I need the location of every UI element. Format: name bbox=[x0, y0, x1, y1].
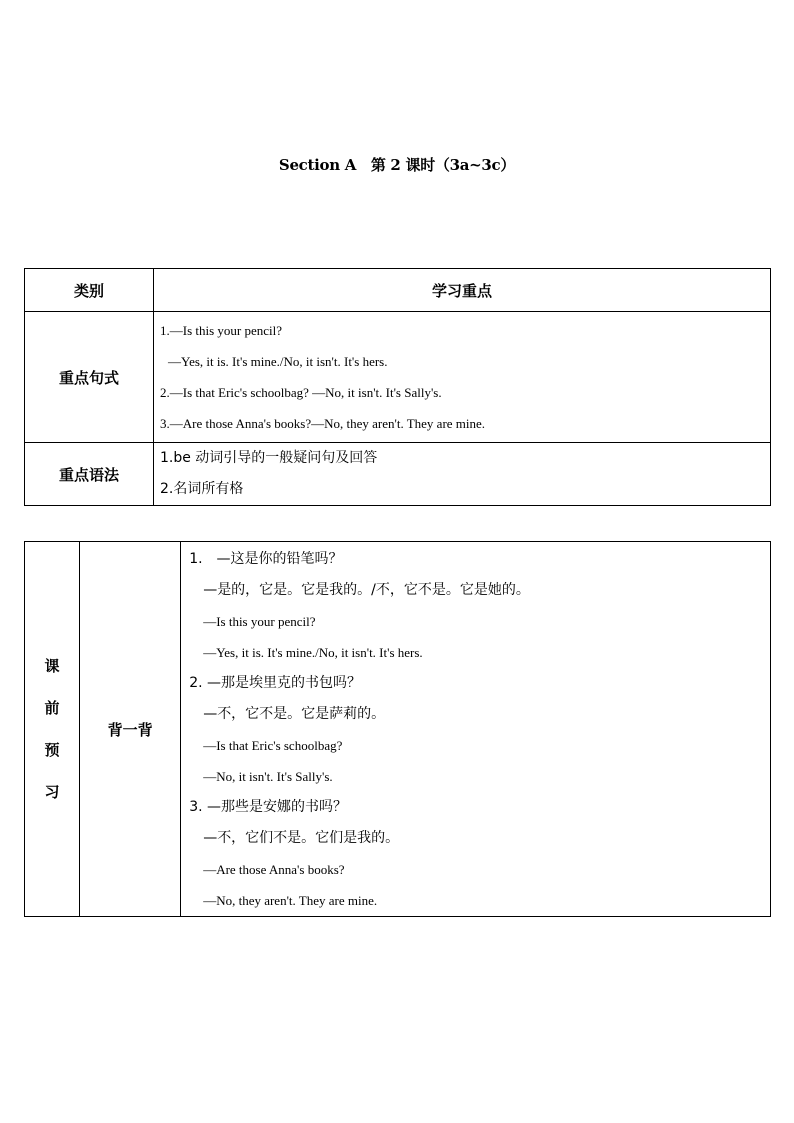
memorize-line: —No, they aren't. They are mine. bbox=[203, 893, 378, 908]
focus-line: 1.—Is this your pencil? bbox=[160, 323, 283, 338]
focus-line: 2.—Is that Eric's schoolbag? —No, it isn't. It's Sally's. bbox=[160, 385, 442, 400]
category-grammar: 重点语法 bbox=[25, 443, 154, 506]
focus-line: —Yes, it is. It's mine./No, it isn't. It's hers. bbox=[168, 354, 388, 369]
page-title: Section A 第 2 课时（3a~3c） bbox=[278, 156, 516, 174]
table-row bbox=[25, 542, 771, 917]
learning-focus-table bbox=[24, 268, 771, 506]
section-char: 课 bbox=[44, 657, 60, 675]
section-label-preview bbox=[25, 542, 80, 917]
memorize-line: —No, it isn't. It's Sally's. bbox=[203, 769, 333, 784]
preview-table bbox=[24, 541, 771, 917]
memorize-line: —Is that Eric's schoolbag? bbox=[203, 738, 343, 753]
memorize-line: —不，它们不是。它们是我的。 bbox=[203, 830, 400, 846]
memorize-content-cell bbox=[181, 542, 771, 917]
table-row bbox=[25, 443, 771, 506]
memorize-line: —不，它不是。它是萨莉的。 bbox=[203, 706, 386, 722]
header-focus: 学习重点 bbox=[154, 269, 771, 312]
memorize-line: 3. —那些是安娜的书吗？ bbox=[189, 799, 347, 815]
category-sentence-patterns: 重点句式 bbox=[25, 312, 154, 443]
section-char: 前 bbox=[44, 699, 60, 717]
grammar-cell bbox=[154, 443, 771, 506]
section-char: 预 bbox=[44, 741, 60, 759]
section-char: 习 bbox=[44, 783, 60, 801]
table-header-row bbox=[25, 269, 771, 312]
sentence-patterns-cell bbox=[154, 312, 771, 443]
grammar-line: 1.be 动词引导的一般疑问句及回答 bbox=[160, 450, 378, 466]
memorize-line: —Yes, it is. It's mine./No, it isn't. It's hers. bbox=[203, 645, 423, 660]
memorize-line: 1. —这是你的铅笔吗？ bbox=[189, 551, 343, 567]
memorize-line: —是的，它是。它是我的。/不，它不是。它是她的。 bbox=[203, 582, 530, 598]
table-row bbox=[25, 312, 771, 443]
memorize-line: —Is this your pencil? bbox=[203, 614, 316, 629]
memorize-line: 2. —那是埃里克的书包吗？ bbox=[189, 675, 361, 691]
activity-label: 背一背 bbox=[80, 542, 181, 917]
grammar-line: 2.名词所有格 bbox=[160, 481, 244, 497]
header-category: 类别 bbox=[25, 269, 154, 312]
focus-line: 3.—Are those Anna's books?—No, they aren't. They are mine. bbox=[160, 416, 486, 431]
memorize-line: —Are those Anna's books? bbox=[203, 862, 345, 877]
